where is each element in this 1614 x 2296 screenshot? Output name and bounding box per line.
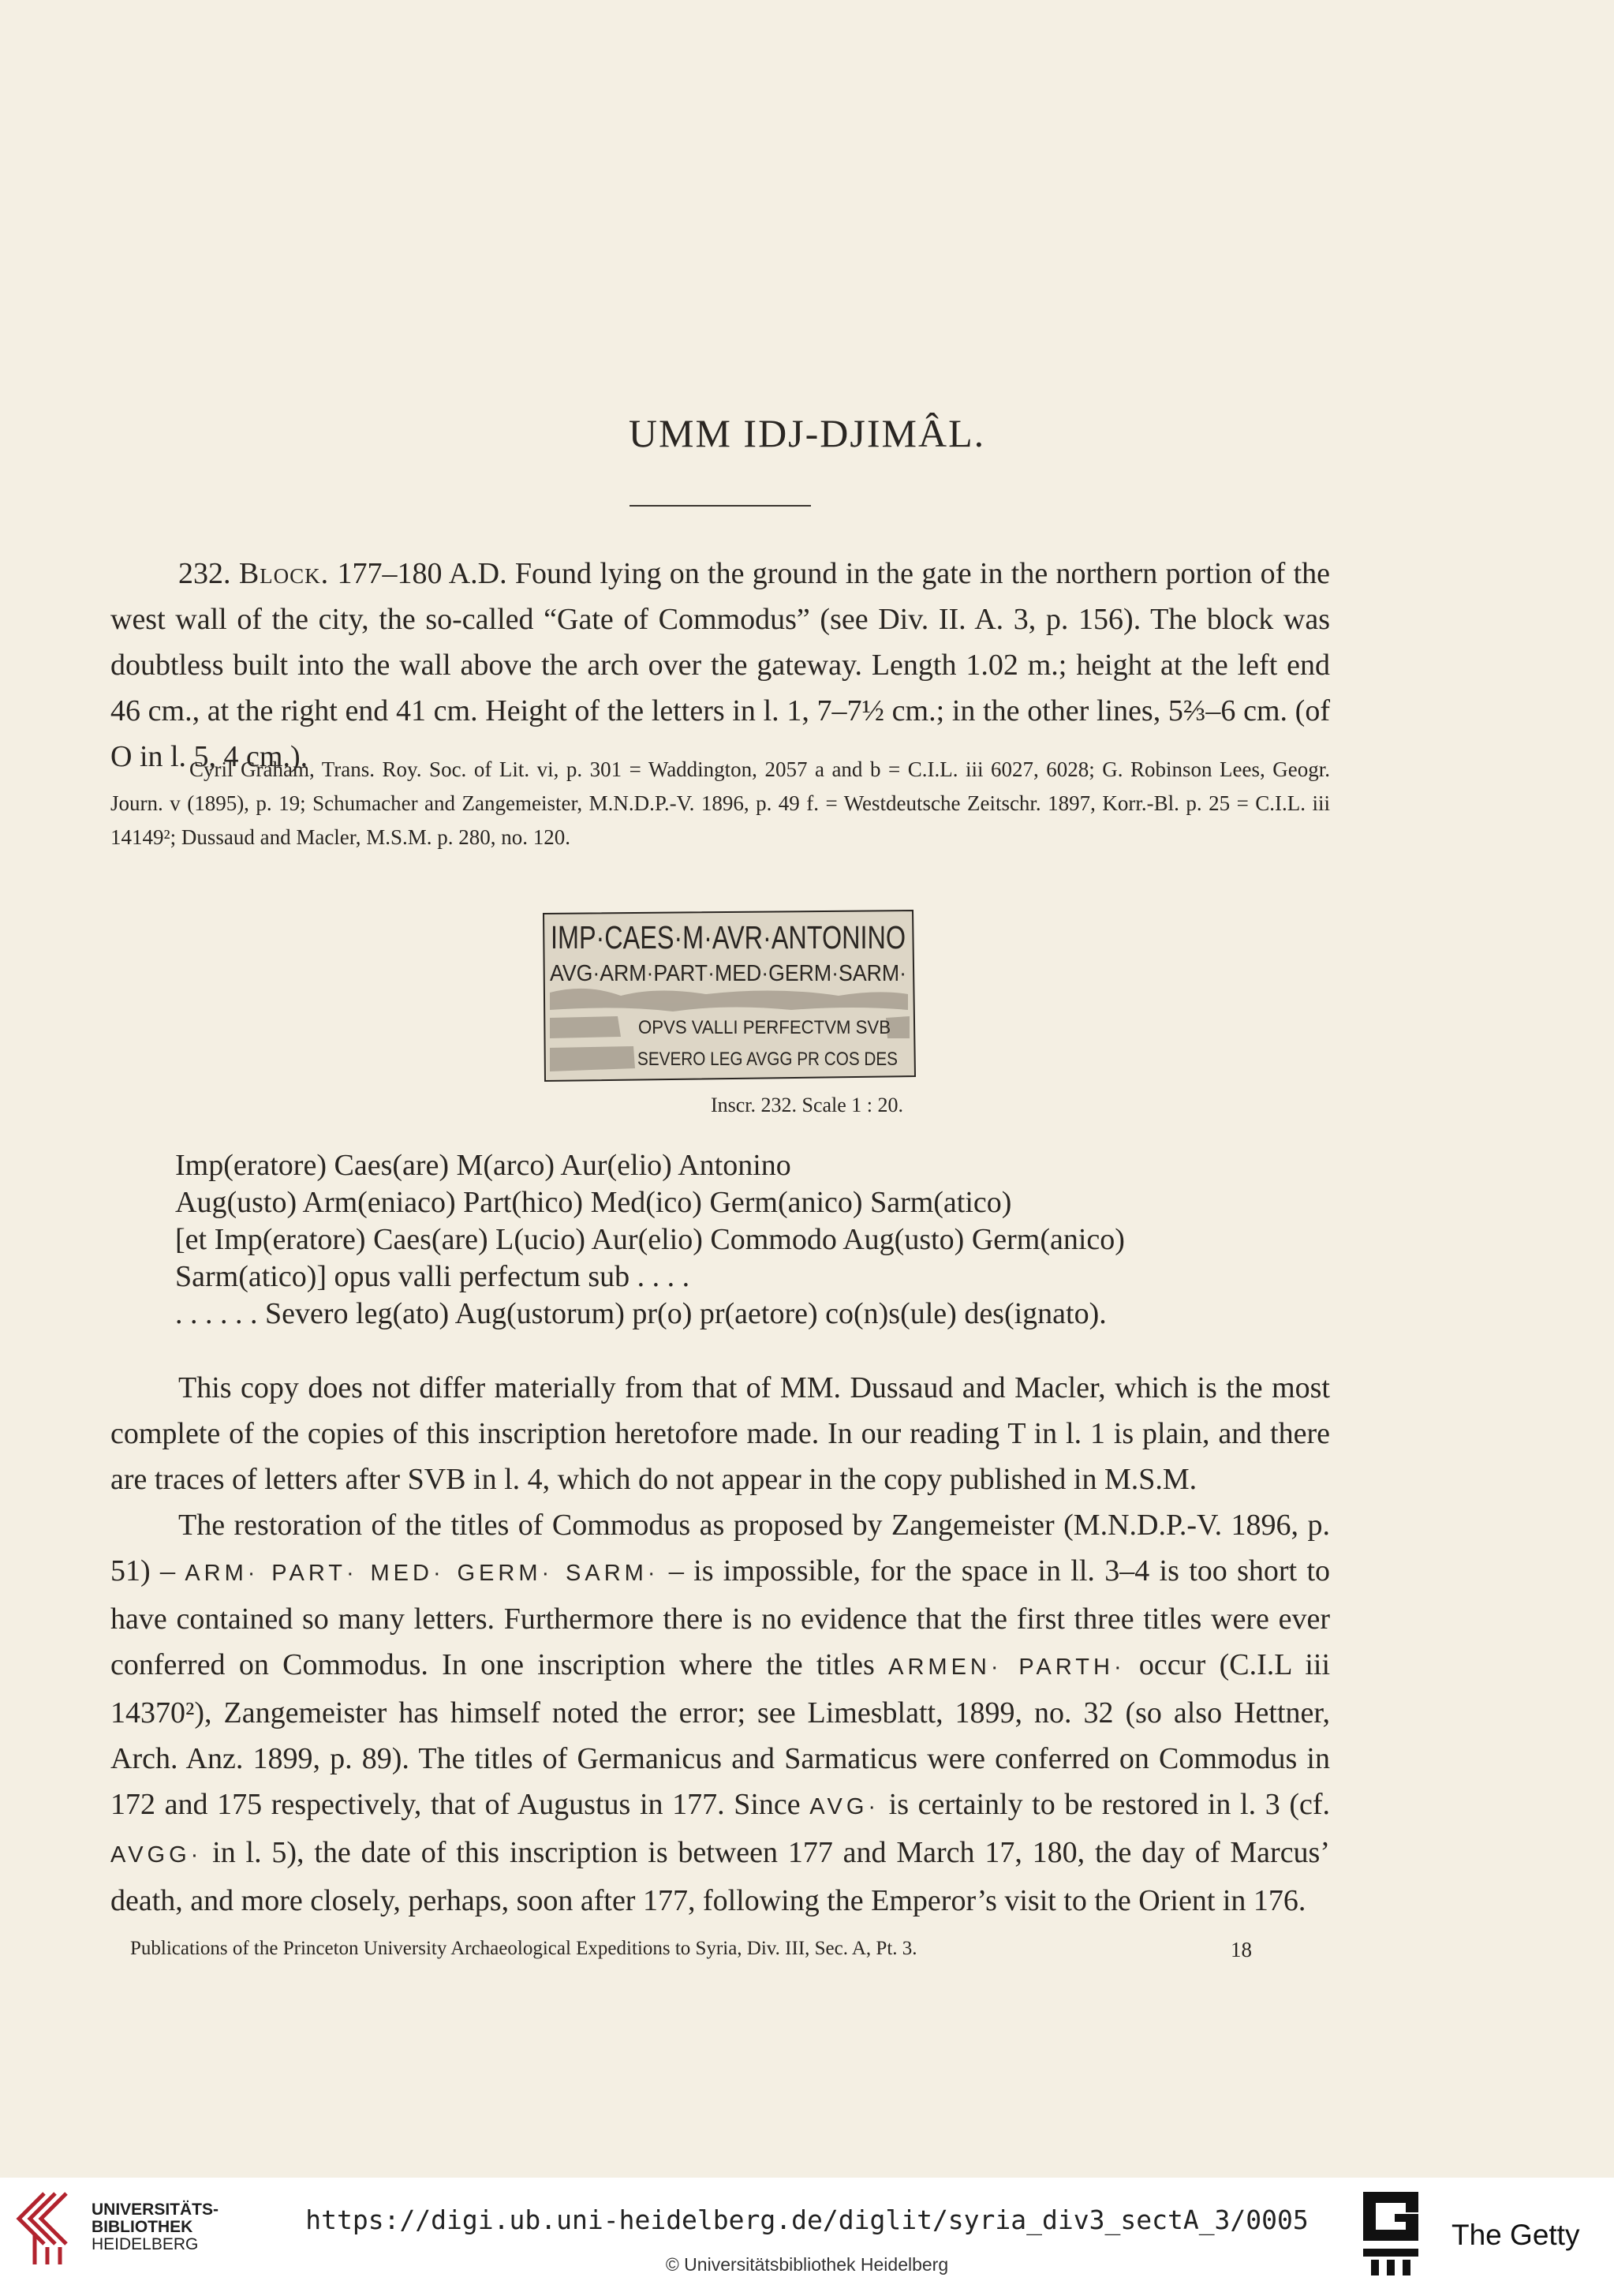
commentary-text-b: – is impossible, for the space in ll. 3–4 is too short to have contained so many letters. Furthermore there is no evidence that the first three titles were ever conferred on Commodus. In one inscription where the titles	[110, 1554, 1331, 1681]
commentary-text-e: in l. 5), the date of this inscription is between 177 and March 17, 180, the day of Marcus’ death, and more closely, perhaps, soon after 177, following the Emperor’s visit to the Orient in 176.	[110, 1836, 1330, 1917]
entry-number: 232.	[178, 557, 231, 590]
digitization-bar	[0, 2178, 1614, 2296]
inscription-line-2: AVG·ARM·PART·MED·GERM·SARM·	[550, 961, 906, 986]
commentary-paragraph-1: This copy does not differ materially from that of MM. Dussaud and Macler, which is the most complete of the copies of this inscription heretofore made. In our reading T in l. 1 is plain, and there are traces of letters after SVB in l. 4, which do not appear in the copy published in M.S.M.	[110, 1371, 1330, 1496]
page-number: 18	[1231, 1938, 1252, 1961]
entry-232	[110, 551, 1330, 780]
titles-caps-4: AVGG·	[110, 1842, 203, 1868]
transcription-line-2: Aug(usto) Arm(eniaco) Part(hico) Med(ico) Germ(anico) Sarm(atico)	[175, 1186, 1012, 1219]
transcription-line-4: Sarm(atico)] opus valli perfectum sub . . . .	[175, 1260, 690, 1293]
titles-caps-1: ARM· PART· MED· GERM· SARM·	[185, 1561, 659, 1586]
references: Cyril Graham, Trans. Roy. Soc. of Lit. vi, p. 301 = Waddington, 2057 a and b = C.I.L. iii 6027, 6028; G. Robinson Lees, Geogr. Journ. v (1895), p. 19; Schumacher and Zangemeister, M.N.D.P.-V. 1896, p. 49 f. = Westdeutsche Zeitschr. 1897, Korr.-Bl. p. 25 = C.I.L. iii 14149²; Dussaud and Macler, M.S.M. p. 280, no. 120.	[110, 757, 1330, 849]
transcription-line-3: [et Imp(eratore) Caes(are) L(ucio) Aur(elio) Commodo Aug(usto) Germ(anico)	[175, 1223, 1125, 1256]
entry-description: Found lying on the ground in the gate in the northern portion of the west wall of the city, the so-called “Gate of Commodus” (see Div. II. A. 3, p. 156). The block was doubtless built into the wall above the arch over the gateway. Length 1.02 m.; height at the left end 46 cm., at the right end 41 cm. Height of the letters in l. 1, 7–7½ cm.; in the other lines, 5⅔–6 cm. (of O in l. 5, 4 cm.).	[110, 557, 1331, 773]
commentary	[110, 1365, 1330, 1924]
transcription-line-5: . . . . . . Severo leg(ato) Aug(ustorum) pr(o) pr(aetore) co(n)s(ule) des(ignato).	[175, 1297, 1107, 1330]
copyright-notice: © Universitätsbibliothek Heidelberg	[665, 2254, 949, 2275]
library-name-line-3: HEIDELBERG	[92, 2235, 199, 2253]
entry-date: 177–180 A.D.	[337, 557, 507, 590]
entry-label: Block.	[238, 557, 330, 590]
page-title: UMM IDJ-DJIMÂL.	[628, 411, 986, 455]
library-name-line-2: BIBLIOTHEK	[92, 2218, 193, 2236]
library-name-line-1: UNIVERSITÄTS-	[92, 2201, 219, 2219]
commentary-text-a: The restoration of the titles of Commodus as proposed by Zangemeister (M.N.D.P.-V. 1896, p. 51) –	[110, 1509, 1330, 1587]
references-block	[110, 753, 1330, 854]
permalink-url[interactable]: https://digi.ub.uni-heidelberg.de/diglit/syria_div3_sectA_3/0005	[305, 2204, 1309, 2235]
inscription-line-1: IMP·CAES·M·AVR·ANTONINO	[551, 919, 906, 955]
inscription-line-3: OPVS VALLI PERFECTVM SVB	[638, 1017, 891, 1038]
titles-caps-2: ARMEN· PARTH·	[888, 1655, 1126, 1680]
getty-logo-icon	[1358, 2186, 1423, 2279]
transcription-line-1: Imp(eratore) Caes(are) M(arco) Aur(elio) Antonino	[175, 1149, 791, 1182]
publication-footer: Publications of the Princeton University Archaeological Expeditions to Syria, Div. III, Sec. A, Pt. 3.	[130, 1938, 917, 1959]
inscription-line-4: SEVERO LEG AVGG PR COS DES	[637, 1049, 898, 1070]
commentary-paragraph-2	[110, 1502, 1330, 1924]
commentary-text-d: is certainly to be restored in l. 3 (cf.	[888, 1788, 1331, 1821]
title-rule	[630, 505, 811, 507]
titles-caps-3: AVG·	[809, 1794, 880, 1819]
inscription-figure	[539, 907, 917, 1085]
transcription	[175, 1147, 1327, 1333]
entry-paragraph	[110, 551, 1330, 780]
getty-name: The Getty	[1451, 2219, 1580, 2251]
commentary-text-c: occur (C.I.L iii 14370²), Zangemeister has himself noted the error; see Limesblatt, 1899, no. 32 (so also Hettner, Arch. Anz. 1899, p. 89). The titles of Germanicus and Sarmaticus were conferred on Commodus in 172 and 175 respectively, that of Augustus in 177. Since	[110, 1648, 1331, 1821]
figure-caption: Inscr. 232. Scale 1 : 20.	[710, 1094, 904, 1116]
